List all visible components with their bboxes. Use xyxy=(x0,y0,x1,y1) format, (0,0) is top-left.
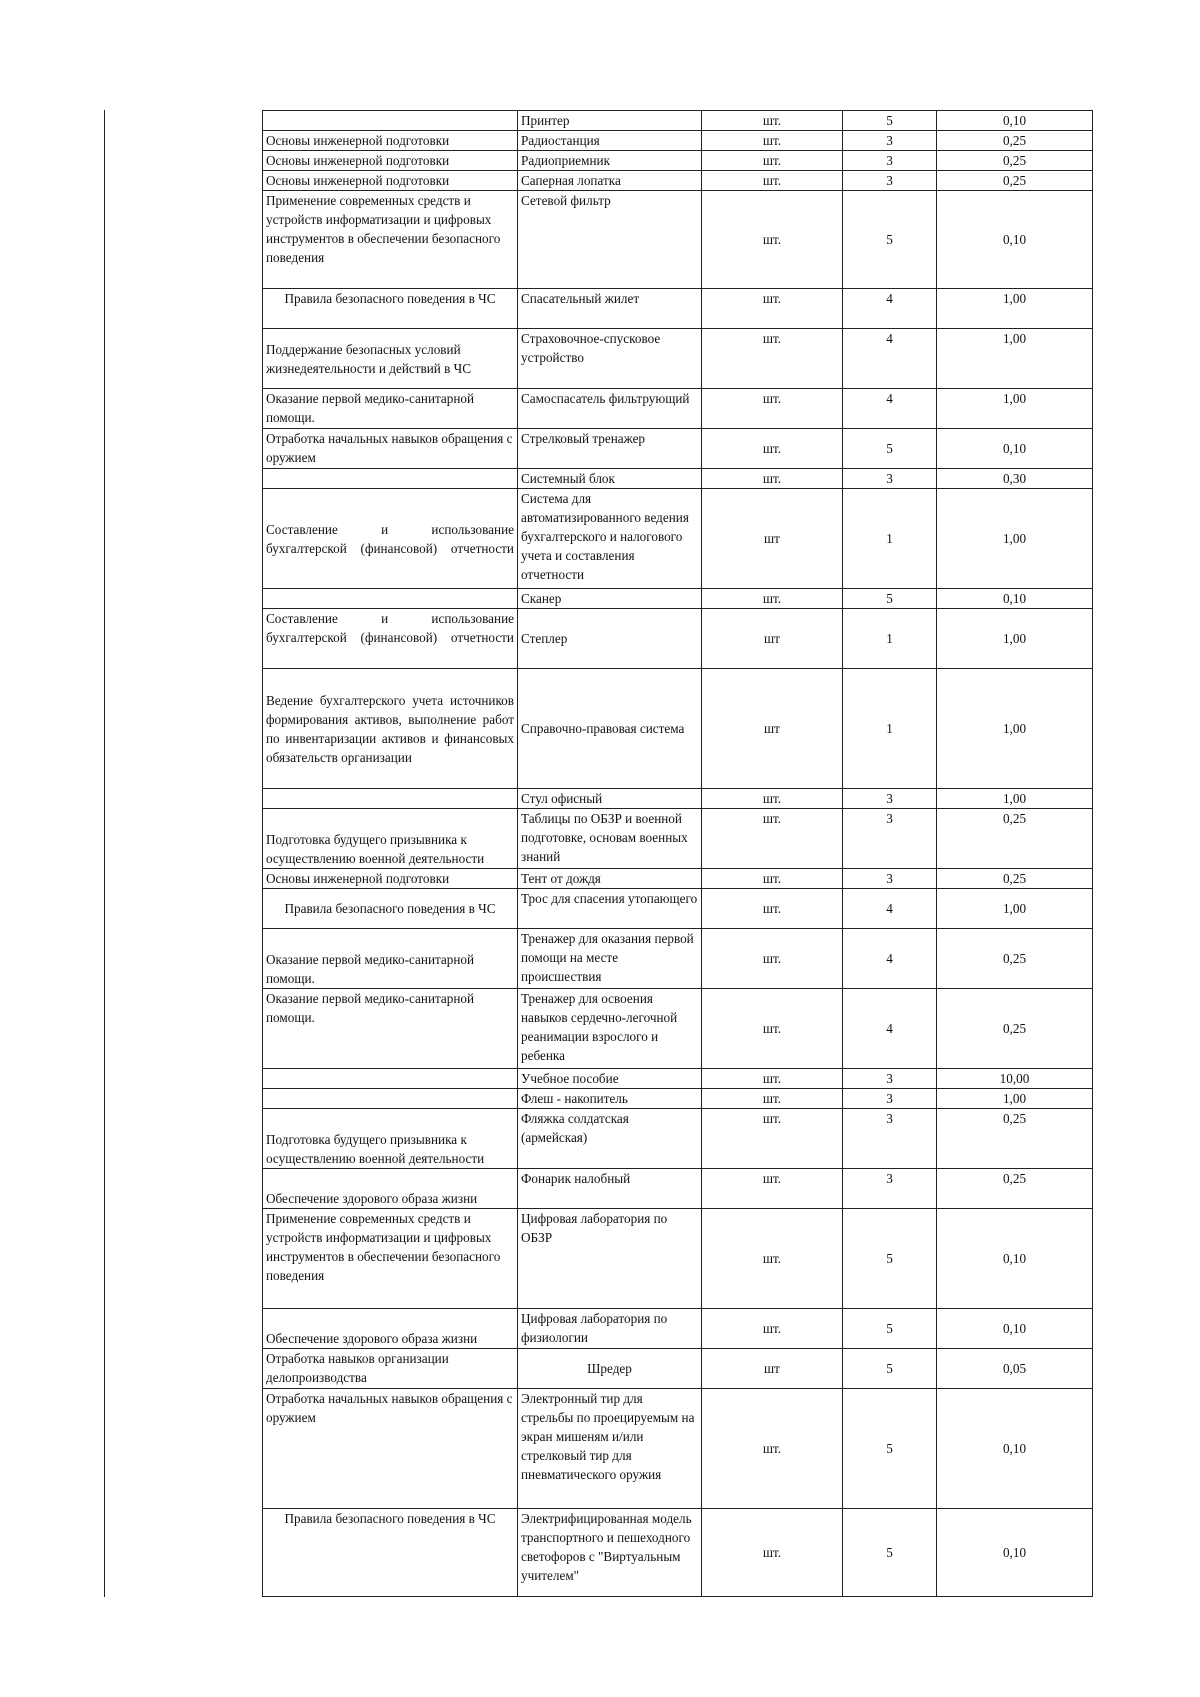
table-row xyxy=(263,1349,1093,1389)
subject-cell: Подготовка будущего призывника к осуществлению военной деятельности xyxy=(263,809,518,869)
subject-cell: Оказание первой медико-санитарной помощи. xyxy=(263,389,518,429)
subject-cell: Оказание первой медико-санитарной помощи. xyxy=(263,989,518,1069)
norm-cell: 1,00 xyxy=(937,889,1093,929)
unit-cell: шт. xyxy=(702,1069,843,1089)
unit-cell: шт. xyxy=(702,809,843,869)
unit-cell: шт xyxy=(702,609,843,669)
quantity-cell: 3 xyxy=(843,1069,937,1089)
table-row xyxy=(263,289,1093,329)
quantity-cell: 1 xyxy=(843,609,937,669)
item-cell: Шредер xyxy=(518,1349,702,1389)
norm-cell: 0,25 xyxy=(937,869,1093,889)
unit-cell: шт xyxy=(702,1349,843,1389)
item-cell: Цифровая лаборатория по физиологии xyxy=(518,1309,702,1349)
table-row xyxy=(263,589,1093,609)
unit-cell: шт. xyxy=(702,151,843,171)
unit-cell: шт. xyxy=(702,389,843,429)
unit-cell: шт. xyxy=(702,289,843,329)
subject-cell: Отработка навыков организации делопроизводства xyxy=(263,1349,518,1389)
quantity-cell: 3 xyxy=(843,1109,937,1169)
unit-cell: шт. xyxy=(702,329,843,389)
table-row xyxy=(263,489,1093,589)
item-cell: Системный блок xyxy=(518,469,702,489)
table-row xyxy=(263,889,1093,929)
table-row xyxy=(263,1389,1093,1509)
unit-cell: шт. xyxy=(702,589,843,609)
subject-cell: Обеспечение здорового образа жизни xyxy=(263,1169,518,1209)
item-cell: Трос для спасения утопающего xyxy=(518,889,702,929)
quantity-cell: 3 xyxy=(843,151,937,171)
table-row xyxy=(263,989,1093,1069)
item-cell: Тренажер для освоения навыков сердечно-легочной реанимации взрослого и ребенка xyxy=(518,989,702,1069)
norm-cell: 1,00 xyxy=(937,489,1093,589)
quantity-cell: 3 xyxy=(843,789,937,809)
unit-cell: шт. xyxy=(702,1169,843,1209)
subject-cell xyxy=(263,111,518,131)
item-cell: Стул офисный xyxy=(518,789,702,809)
norm-cell: 0,25 xyxy=(937,131,1093,151)
table-row xyxy=(263,1509,1093,1597)
item-cell: Принтер xyxy=(518,111,702,131)
table-row xyxy=(263,329,1093,389)
norm-cell: 0,10 xyxy=(937,111,1093,131)
item-cell: Страховочное-спусковое устройство xyxy=(518,329,702,389)
quantity-cell: 4 xyxy=(843,929,937,989)
equipment-table xyxy=(262,110,1093,1597)
table-row xyxy=(263,809,1093,869)
norm-cell: 0,10 xyxy=(937,1509,1093,1597)
page-margin-rule xyxy=(104,110,105,1597)
subject-cell: Составление и использование бухгалтерской (финансовой) отчетности xyxy=(263,489,518,589)
norm-cell: 0,30 xyxy=(937,469,1093,489)
unit-cell: шт. xyxy=(702,889,843,929)
norm-cell: 1,00 xyxy=(937,609,1093,669)
norm-cell: 0,25 xyxy=(937,929,1093,989)
norm-cell: 1,00 xyxy=(937,329,1093,389)
unit-cell: шт xyxy=(702,669,843,789)
unit-cell: шт. xyxy=(702,191,843,289)
table-row xyxy=(263,171,1093,191)
quantity-cell: 1 xyxy=(843,669,937,789)
norm-cell: 0,10 xyxy=(937,1309,1093,1349)
item-cell: Фонарик налобный xyxy=(518,1169,702,1209)
norm-cell: 0,10 xyxy=(937,589,1093,609)
table-row xyxy=(263,469,1093,489)
norm-cell: 0,10 xyxy=(937,1389,1093,1509)
subject-cell xyxy=(263,589,518,609)
item-cell: Радиостанция xyxy=(518,131,702,151)
item-cell: Система для автоматизированного ведения бухгалтерского и налогового учета и составления отчетности xyxy=(518,489,702,589)
table-row xyxy=(263,1069,1093,1089)
table-row xyxy=(263,869,1093,889)
table-row xyxy=(263,1209,1093,1309)
unit-cell: шт. xyxy=(702,1209,843,1309)
item-cell: Электрифицированная модель транспортного и пешеходного светофоров с "Виртуальным учителем" xyxy=(518,1509,702,1597)
norm-cell: 0,25 xyxy=(937,1109,1093,1169)
subject-cell xyxy=(263,789,518,809)
item-cell: Стрелковый тренажер xyxy=(518,429,702,469)
table-row xyxy=(263,1309,1093,1349)
norm-cell: 1,00 xyxy=(937,1089,1093,1109)
subject-cell: Применение современных средств и устройств информатизации и цифровых инструментов в обеспечении безопасного поведения xyxy=(263,191,518,289)
subject-cell: Подготовка будущего призывника к осуществлению военной деятельности xyxy=(263,1109,518,1169)
item-cell: Учебное пособие xyxy=(518,1069,702,1089)
norm-cell: 0,10 xyxy=(937,191,1093,289)
item-cell: Флеш - накопитель xyxy=(518,1089,702,1109)
subject-cell: Основы инженерной подготовки xyxy=(263,171,518,191)
quantity-cell: 3 xyxy=(843,171,937,191)
unit-cell: шт. xyxy=(702,929,843,989)
table-row xyxy=(263,1169,1093,1209)
item-cell: Сканер xyxy=(518,589,702,609)
subject-cell: Оказание первой медико-санитарной помощи. xyxy=(263,929,518,989)
subject-cell: Поддержание безопасных условий жизнедеятельности и действий в ЧС xyxy=(263,329,518,389)
item-cell: Радиоприемник xyxy=(518,151,702,171)
quantity-cell: 5 xyxy=(843,111,937,131)
unit-cell: шт. xyxy=(702,1109,843,1169)
norm-cell: 10,00 xyxy=(937,1069,1093,1089)
table-row xyxy=(263,131,1093,151)
subject-cell xyxy=(263,469,518,489)
quantity-cell: 5 xyxy=(843,1309,937,1349)
norm-cell: 0,25 xyxy=(937,989,1093,1069)
norm-cell: 1,00 xyxy=(937,389,1093,429)
quantity-cell: 5 xyxy=(843,589,937,609)
quantity-cell: 4 xyxy=(843,389,937,429)
quantity-cell: 3 xyxy=(843,1089,937,1109)
item-cell: Спасательный жилет xyxy=(518,289,702,329)
unit-cell: шт. xyxy=(702,1089,843,1109)
unit-cell: шт. xyxy=(702,1389,843,1509)
unit-cell: шт. xyxy=(702,429,843,469)
subject-cell: Отработка начальных навыков обращения с оружием xyxy=(263,1389,518,1509)
subject-cell: Основы инженерной подготовки xyxy=(263,869,518,889)
subject-cell: Ведение бухгалтерского учета источников формирования активов, выполнение работ по инвентаризации активов и финансовых обязательств организации xyxy=(263,669,518,789)
quantity-cell: 4 xyxy=(843,289,937,329)
subject-cell: Основы инженерной подготовки xyxy=(263,151,518,171)
item-cell: Сетевой фильтр xyxy=(518,191,702,289)
unit-cell: шт. xyxy=(702,789,843,809)
norm-cell: 0,25 xyxy=(937,809,1093,869)
item-cell: Справочно-правовая система xyxy=(518,669,702,789)
norm-cell: 1,00 xyxy=(937,289,1093,329)
table-row xyxy=(263,609,1093,669)
norm-cell: 0,10 xyxy=(937,1209,1093,1309)
table-row xyxy=(263,389,1093,429)
norm-cell: 1,00 xyxy=(937,669,1093,789)
unit-cell: шт. xyxy=(702,869,843,889)
item-cell: Цифровая лаборатория по ОБЗР xyxy=(518,1209,702,1309)
item-cell: Тренажер для оказания первой помощи на месте происшествия xyxy=(518,929,702,989)
unit-cell: шт. xyxy=(702,171,843,191)
subject-cell: Основы инженерной подготовки xyxy=(263,131,518,151)
table-row xyxy=(263,111,1093,131)
item-cell: Степлер xyxy=(518,609,702,669)
quantity-cell: 5 xyxy=(843,1509,937,1597)
unit-cell: шт. xyxy=(702,111,843,131)
table-row xyxy=(263,669,1093,789)
quantity-cell: 4 xyxy=(843,329,937,389)
subject-cell: Применение современных средств и устройств информатизации и цифровых инструментов в обеспечении безопасного поведения xyxy=(263,1209,518,1309)
quantity-cell: 1 xyxy=(843,489,937,589)
unit-cell: шт. xyxy=(702,131,843,151)
quantity-cell: 3 xyxy=(843,469,937,489)
item-cell: Таблицы по ОБЗР и военной подготовке, основам военных знаний xyxy=(518,809,702,869)
norm-cell: 0,25 xyxy=(937,171,1093,191)
subject-cell xyxy=(263,1089,518,1109)
quantity-cell: 4 xyxy=(843,889,937,929)
subject-cell: Правила безопасного поведения в ЧС xyxy=(263,1509,518,1597)
unit-cell: шт. xyxy=(702,469,843,489)
norm-cell: 0,25 xyxy=(937,151,1093,171)
table-row xyxy=(263,1089,1093,1109)
unit-cell: шт xyxy=(702,489,843,589)
item-cell: Тент от дождя xyxy=(518,869,702,889)
unit-cell: шт. xyxy=(702,989,843,1069)
norm-cell: 0,10 xyxy=(937,429,1093,469)
norm-cell: 0,25 xyxy=(937,1169,1093,1209)
quantity-cell: 4 xyxy=(843,989,937,1069)
subject-cell: Правила безопасного поведения в ЧС xyxy=(263,889,518,929)
table-row xyxy=(263,429,1093,469)
quantity-cell: 3 xyxy=(843,1169,937,1209)
quantity-cell: 3 xyxy=(843,869,937,889)
quantity-cell: 5 xyxy=(843,1209,937,1309)
item-cell: Саперная лопатка xyxy=(518,171,702,191)
quantity-cell: 5 xyxy=(843,1389,937,1509)
quantity-cell: 5 xyxy=(843,191,937,289)
quantity-cell: 3 xyxy=(843,131,937,151)
quantity-cell: 5 xyxy=(843,1349,937,1389)
table-row xyxy=(263,789,1093,809)
subject-cell: Составление и использование бухгалтерской (финансовой) отчетности xyxy=(263,609,518,669)
table-row xyxy=(263,151,1093,171)
subject-cell: Правила безопасного поведения в ЧС xyxy=(263,289,518,329)
table-row xyxy=(263,1109,1093,1169)
table-row xyxy=(263,929,1093,989)
quantity-cell: 5 xyxy=(843,429,937,469)
subject-cell: Обеспечение здорового образа жизни xyxy=(263,1309,518,1349)
subject-cell xyxy=(263,1069,518,1089)
unit-cell: шт. xyxy=(702,1309,843,1349)
norm-cell: 1,00 xyxy=(937,789,1093,809)
item-cell: Фляжка солдатская (армейская) xyxy=(518,1109,702,1169)
subject-cell: Отработка начальных навыков обращения с оружием xyxy=(263,429,518,469)
unit-cell: шт. xyxy=(702,1509,843,1597)
item-cell: Самоспасатель фильтрующий xyxy=(518,389,702,429)
norm-cell: 0,05 xyxy=(937,1349,1093,1389)
item-cell: Электронный тир для стрельбы по проецируемым на экран мишеням и/или стрелковый тир для пневматического оружия xyxy=(518,1389,702,1509)
quantity-cell: 3 xyxy=(843,809,937,869)
table-row xyxy=(263,191,1093,289)
